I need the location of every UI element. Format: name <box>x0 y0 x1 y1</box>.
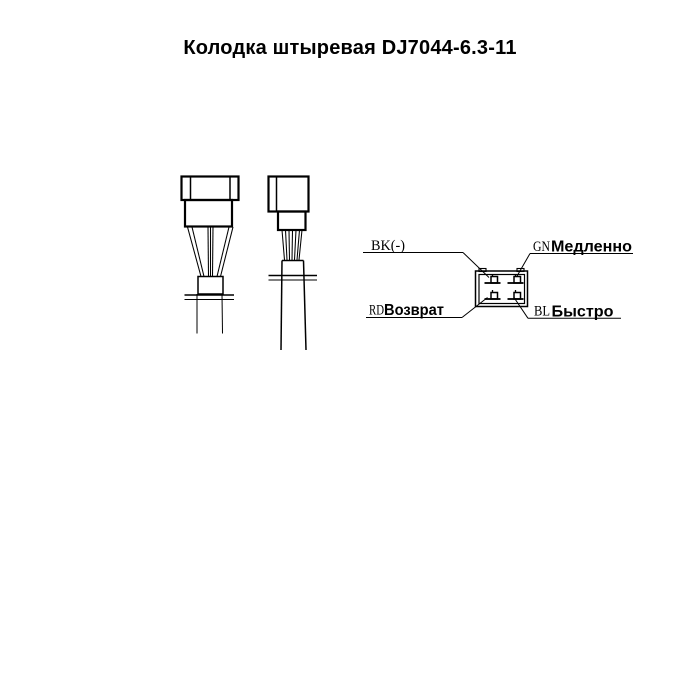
page-title: Колодка штыревая DJ7044-6.3-11 <box>183 37 517 59</box>
pin-symbol-top-right <box>508 274 524 283</box>
front-sleeve <box>198 277 223 295</box>
side-wire-line <box>289 230 290 260</box>
wire-code-bl: BL <box>534 303 550 320</box>
side-wire-line <box>295 230 297 260</box>
side-housing <box>269 177 309 212</box>
side-cable-line <box>281 261 282 351</box>
front-body <box>185 200 232 227</box>
front-wire-line <box>208 227 209 277</box>
wire-code-bk: BK(-) <box>371 238 405 254</box>
side-wire-line <box>282 230 285 260</box>
pin-square <box>491 277 498 284</box>
pin-function-bl: Быстро <box>551 303 614 321</box>
front-view-drawing <box>182 177 239 334</box>
side-cable-line <box>304 261 307 351</box>
front-wire-line <box>213 227 214 277</box>
side-wire-line <box>286 230 288 260</box>
pin-symbol-bottom-right <box>508 290 524 299</box>
pinout-diagram <box>363 238 633 321</box>
pin-function-rd: Возврат <box>384 302 445 319</box>
wire-code-rd: RD <box>369 302 385 319</box>
front-cable-line <box>222 294 223 334</box>
pin-square <box>491 293 498 300</box>
pin-square <box>514 293 521 300</box>
pin-function-gn: Медленно <box>551 238 633 256</box>
side-body <box>278 212 306 231</box>
wire-code-gn: GN <box>533 239 551 255</box>
pin-square <box>514 277 521 284</box>
leader-line-bl <box>514 298 528 319</box>
side-wire-line <box>292 230 293 260</box>
side-view-drawing <box>269 177 318 351</box>
